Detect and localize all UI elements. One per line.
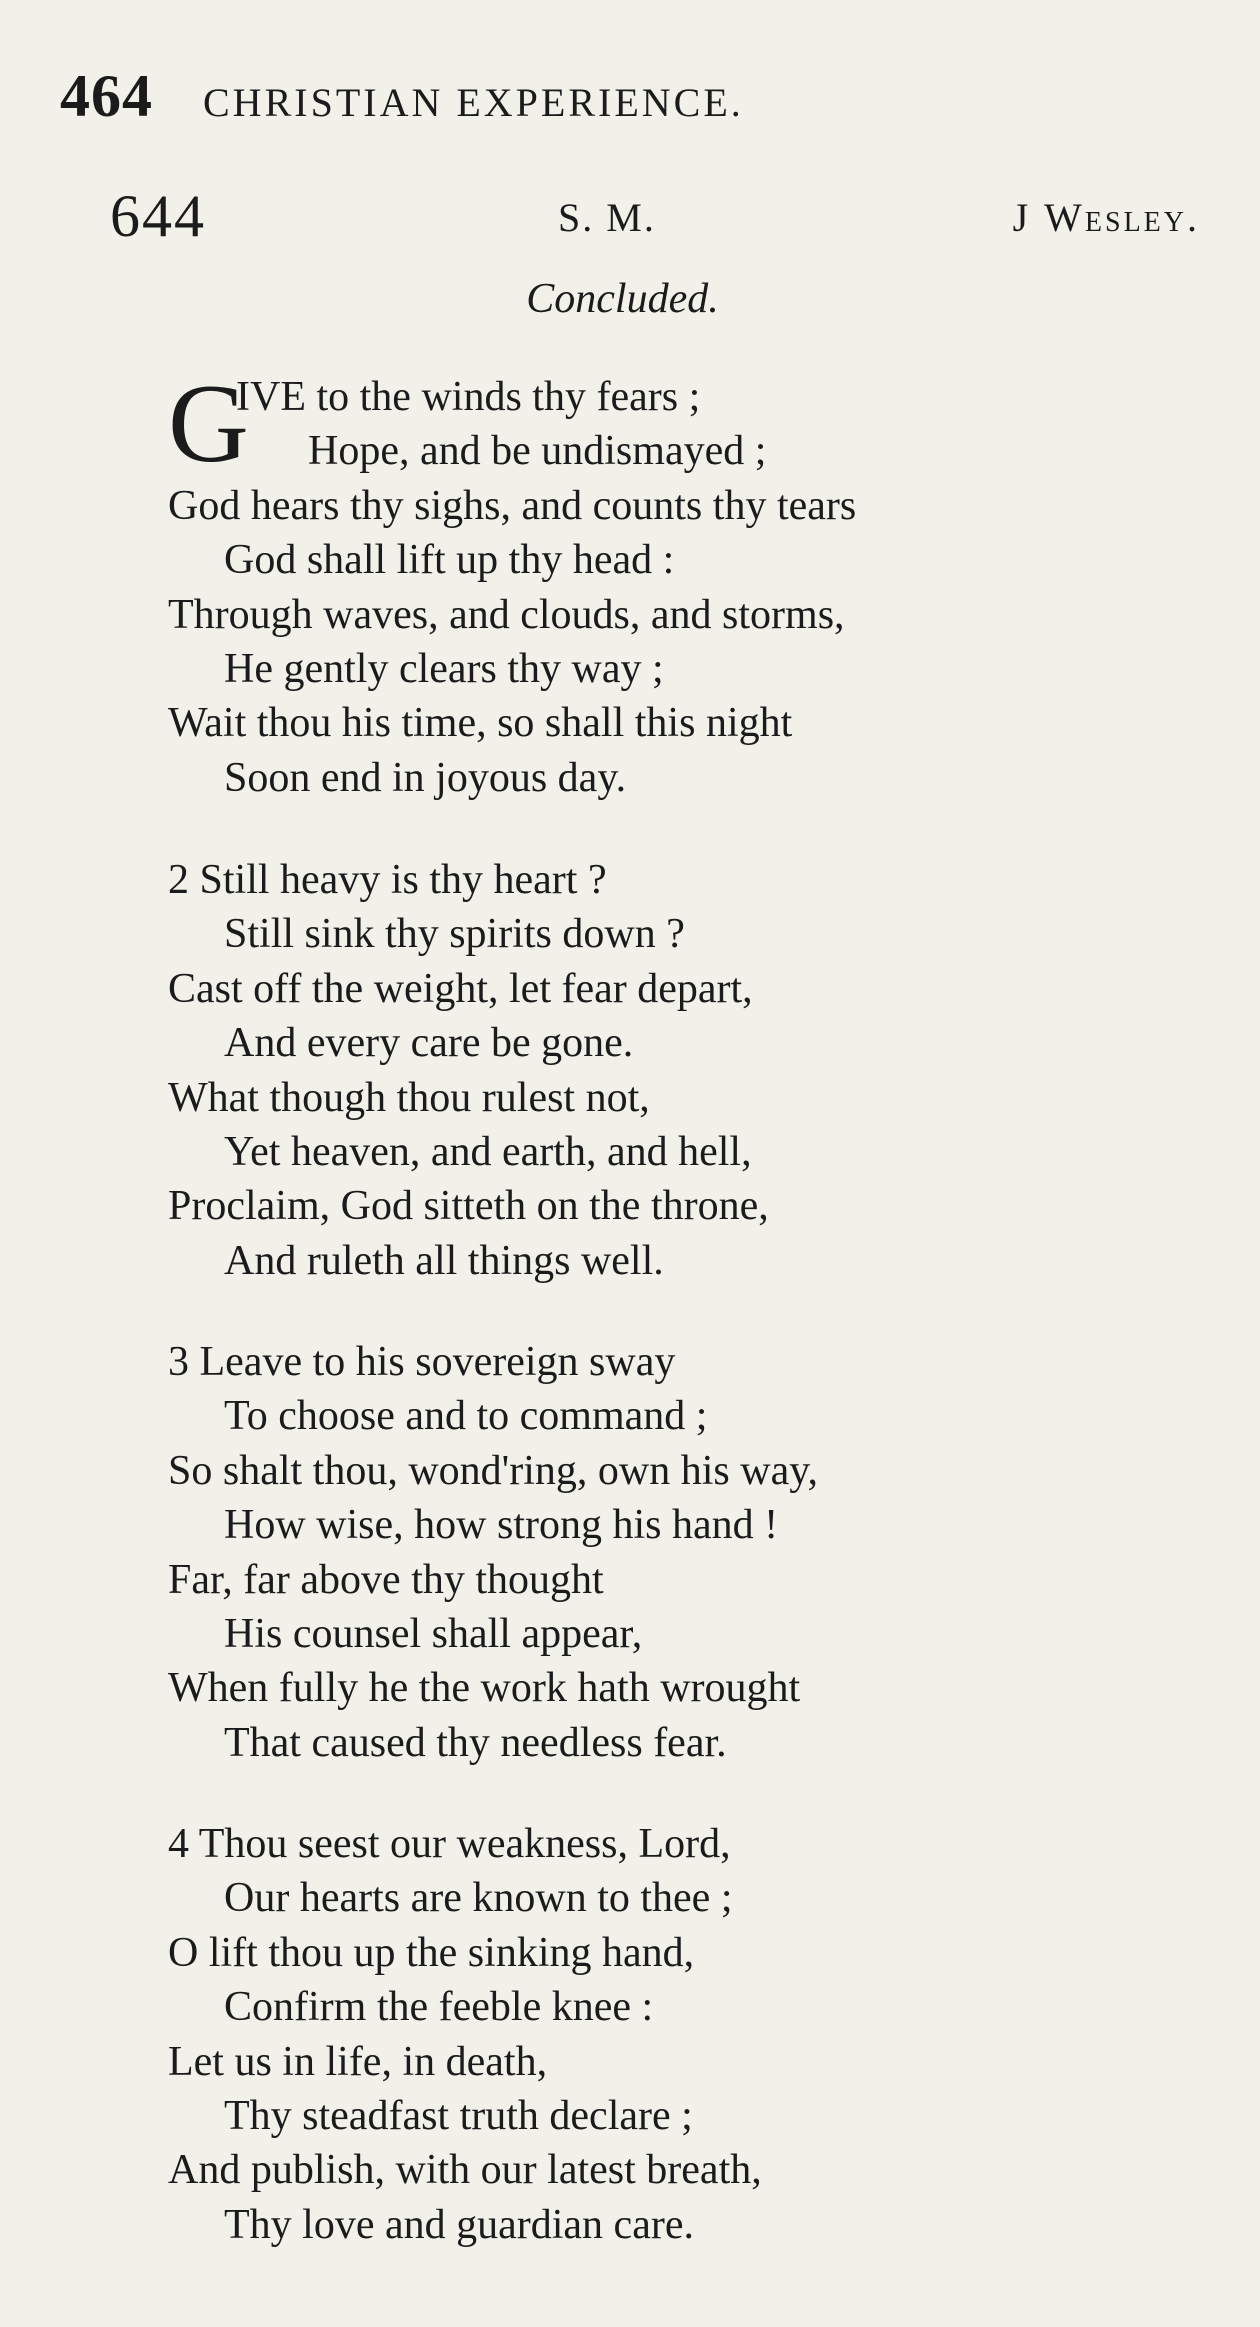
verse-line: His counsel shall appear, bbox=[224, 1610, 643, 1657]
verse-line: Let us in life, in death, bbox=[168, 2038, 548, 2085]
author-initial: J bbox=[1012, 195, 1032, 240]
verse-line: 3 Leave to his sovereign sway bbox=[168, 1339, 676, 1385]
verse-2 bbox=[168, 853, 1228, 1288]
verse-1 bbox=[168, 362, 1228, 805]
verse-line: Cast off the weight, let fear depart, bbox=[168, 965, 753, 1012]
verse-line: Still sink thy spirits down ? bbox=[224, 911, 685, 958]
verse-line: Through waves, and clouds, and storms, bbox=[168, 591, 845, 638]
verse-line: Hope, and be undismayed ; bbox=[308, 428, 767, 475]
verse-line: And publish, with our latest breath, bbox=[168, 2147, 762, 2194]
verse-line: 2 Still heavy is thy heart ? bbox=[168, 857, 607, 903]
verse-line: And every care be gone. bbox=[224, 1020, 634, 1067]
running-head bbox=[60, 62, 744, 132]
verse-line: And ruleth all things well. bbox=[224, 1237, 664, 1284]
author-name: Wesley. bbox=[1044, 195, 1200, 240]
verse-line: He gently clears thy way ; bbox=[224, 645, 664, 692]
hymn-author bbox=[1013, 194, 1200, 241]
verse-line: When fully he the work hath wrought bbox=[168, 1665, 801, 1712]
verse-line: Far, far above thy thought bbox=[168, 1556, 604, 1603]
hymn-meter: S. M. bbox=[558, 195, 656, 240]
hymn-subtitle: Concluded. bbox=[526, 276, 719, 322]
verse-line: O lift thou up the sinking hand, bbox=[168, 1929, 695, 1976]
page-number: 464 bbox=[60, 63, 153, 129]
verse-line: To choose and to command ; bbox=[224, 1393, 708, 1440]
verse-line: Thy steadfast truth declare ; bbox=[224, 2092, 693, 2139]
verse-line: Proclaim, God sitteth on the throne, bbox=[168, 1183, 769, 1230]
verse-line: Thy love and guardian care. bbox=[224, 2201, 694, 2248]
verse-3 bbox=[168, 1335, 1228, 1770]
verse-4 bbox=[168, 1817, 1228, 2252]
verse-line: God shall lift up thy head : bbox=[224, 537, 675, 584]
dropcap-block bbox=[168, 362, 1228, 486]
running-title: CHRISTIAN EXPERIENCE. bbox=[203, 80, 744, 125]
verse-line: Our hearts are known to thee ; bbox=[224, 1875, 733, 1922]
verse-line: God hears thy sighs, and counts thy tears bbox=[168, 482, 857, 529]
verse-line: What though thou rulest not, bbox=[168, 1074, 650, 1121]
hymn-number: 644 bbox=[110, 183, 206, 249]
verse-line: So shalt thou, wond'ring, own his way, bbox=[168, 1447, 818, 1494]
verse-line: IVE to the winds thy fears ; bbox=[236, 374, 701, 420]
verse-line: Wait thou his time, so shall this night bbox=[168, 700, 793, 747]
verse-line: Confirm the feeble knee : bbox=[224, 1984, 654, 2031]
hymn-header bbox=[110, 182, 1200, 252]
verse-line: Yet heaven, and earth, and hell, bbox=[224, 1128, 752, 1175]
drop-cap-letter: G bbox=[168, 362, 249, 486]
verse-line: That caused thy needless fear. bbox=[224, 1719, 727, 1766]
verse-line: How wise, how strong his hand ! bbox=[224, 1502, 779, 1549]
verse-line: 4 Thou seest our weakness, Lord, bbox=[168, 1821, 731, 1867]
verse-line: Soon end in joyous day. bbox=[224, 754, 627, 801]
